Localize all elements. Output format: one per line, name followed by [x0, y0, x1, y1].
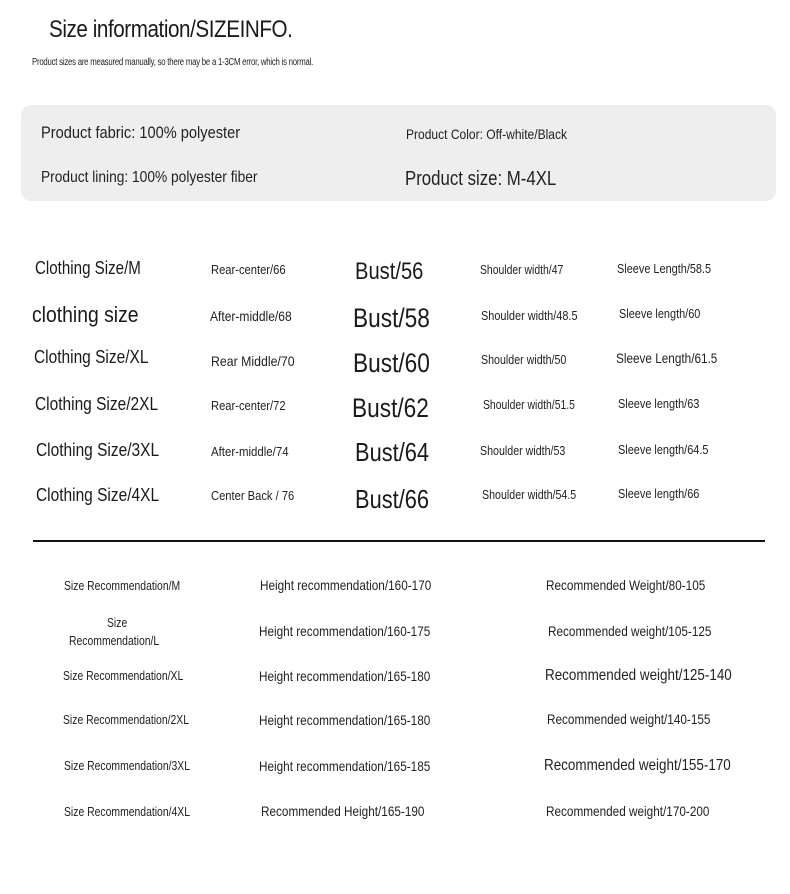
rec-row-size: Size Recommendation/3XL [64, 758, 191, 773]
rec-row-size: Size Recommendation/M [64, 578, 181, 593]
table-row-sleeve: Sleeve length/64.5 [618, 442, 709, 457]
rec-row-height: Recommended Height/165-190 [261, 803, 425, 819]
table-row-shoulder: Shoulder width/48.5 [481, 308, 578, 323]
table-row-length: Rear Middle/70 [211, 353, 295, 369]
rec-row-size: Size Recommendation/2XL [63, 712, 190, 727]
table-row-shoulder: Shoulder width/50 [481, 352, 567, 367]
table-row-length: Rear-center/66 [211, 262, 286, 277]
product-color: Product Color: Off-white/Black [406, 126, 568, 142]
section-divider [33, 540, 765, 542]
table-row-sleeve: Sleeve Length/61.5 [616, 350, 718, 366]
table-row-size: Clothing Size/XL [34, 347, 149, 367]
rec-row-height: Height recommendation/165-180 [259, 712, 431, 728]
table-row-size: Clothing Size/4XL [36, 485, 160, 505]
rec-row-size: Size [107, 615, 128, 630]
table-row-length: After-middle/74 [211, 444, 289, 459]
rec-row-size: Size Recommendation/4XL [64, 804, 191, 819]
product-fabric: Product fabric: 100% polyester [41, 123, 241, 142]
table-row-length: Center Back / 76 [211, 488, 295, 503]
table-row-size: Clothing Size/3XL [36, 440, 160, 460]
rec-row-weight: Recommended weight/170-200 [546, 803, 710, 819]
table-row-bust: Bust/66 [355, 484, 430, 514]
table-row-sleeve: Sleeve length/63 [618, 396, 700, 411]
rec-row-size: Size Recommendation/XL [63, 668, 184, 683]
table-row-sleeve: Sleeve Length/58.5 [617, 261, 712, 276]
rec-row-size: Recommendation/L [69, 633, 160, 648]
table-row-bust: Bust/60 [353, 348, 430, 378]
measurement-note: Product sizes are measured manually, so there may be a 1-3CM error, which is normal. [32, 57, 314, 68]
table-row-length: Rear-center/72 [211, 398, 286, 413]
rec-row-weight: Recommended weight/125-140 [545, 667, 732, 684]
rec-row-height: Height recommendation/160-175 [259, 623, 431, 639]
rec-row-height: Height recommendation/160-170 [260, 577, 432, 593]
rec-row-weight: Recommended weight/105-125 [548, 623, 712, 639]
page-title: Size information/SIZEINFO. [49, 16, 293, 43]
table-row-shoulder: Shoulder width/53 [480, 443, 566, 458]
table-row-shoulder: Shoulder width/47 [480, 262, 564, 277]
rec-row-weight: Recommended weight/155-170 [544, 757, 731, 774]
table-row-shoulder: Shoulder width/54.5 [482, 487, 577, 502]
table-row-sleeve: Sleeve length/60 [619, 306, 701, 321]
rec-row-weight: Recommended Weight/80-105 [546, 577, 706, 593]
table-row-size: Clothing Size/2XL [35, 394, 159, 414]
rec-row-height: Height recommendation/165-180 [259, 668, 431, 684]
table-row-length: After-middle/68 [210, 308, 292, 324]
table-row-shoulder: Shoulder width/51.5 [483, 397, 575, 412]
table-row-size: Clothing Size/M [35, 258, 141, 278]
table-row-bust: Bust/56 [355, 258, 424, 285]
table-row-size: clothing size [32, 302, 139, 327]
table-row-sleeve: Sleeve length/66 [618, 486, 700, 501]
rec-row-weight: Recommended weight/140-155 [547, 711, 711, 727]
table-row-bust: Bust/64 [355, 437, 430, 467]
rec-row-height: Height recommendation/165-185 [259, 758, 431, 774]
table-row-bust: Bust/62 [352, 393, 429, 423]
product-size: Product size: M-4XL [405, 168, 557, 190]
table-row-bust: Bust/58 [353, 303, 430, 333]
product-lining: Product lining: 100% polyester fiber [41, 169, 258, 186]
